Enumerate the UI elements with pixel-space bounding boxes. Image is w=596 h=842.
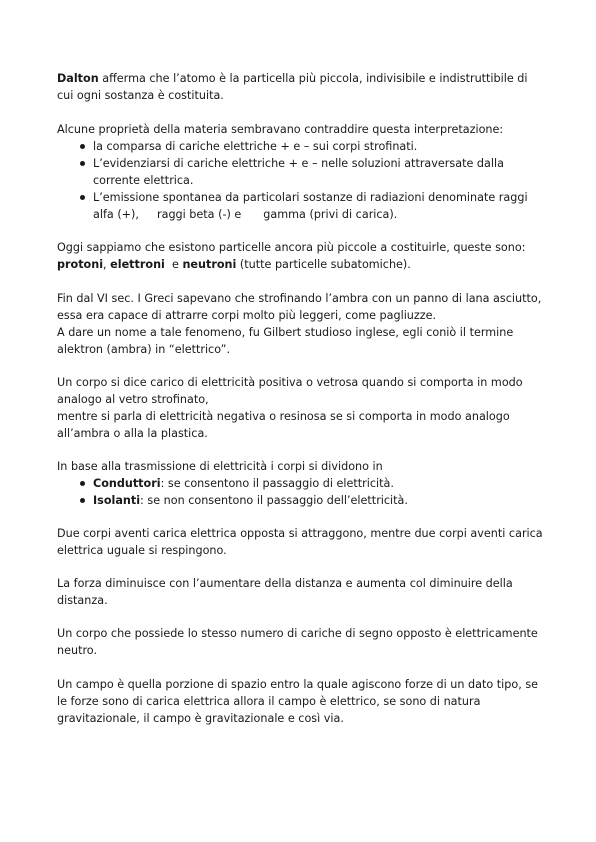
- paragraph-greci: [57, 290, 547, 358]
- text-line: neutro.: [57, 644, 98, 657]
- text-span: e: [164, 258, 183, 271]
- text-line: cui ogni sostanza è costituita.: [57, 89, 224, 102]
- bullet-icon: [80, 144, 85, 149]
- text-span: (tutte particelle subatomiche).: [236, 258, 411, 271]
- text-line: La forza diminuisce con l’aumentare della distanza e aumenta col diminuire della: [57, 577, 513, 590]
- text-line: In base alla trasmissione di elettricità i corpi si dividono in: [57, 460, 383, 473]
- list-item-text: la comparsa di cariche elettriche + e – sui corpi strofinati.: [93, 140, 418, 153]
- term-conduttori: Conduttori: [93, 477, 161, 490]
- text-line: afferma che l’atomo è la particella più piccola, indivisibile e indistruttibile di: [98, 72, 528, 85]
- text-line: essa era capace di attrarre corpi molto più leggeri, come pagliuzze.: [57, 309, 437, 322]
- paragraph-campo: [57, 676, 547, 727]
- text-line: distanza.: [57, 594, 108, 607]
- term-protoni: protoni: [57, 258, 104, 271]
- list-item-text: L’evidenziarsi di cariche elettriche + e – nelle soluzioni attraversate dalla: [93, 157, 504, 170]
- paragraph-dalton: [57, 70, 547, 104]
- text-span: : se non consentono il passaggio dell’elettricità.: [140, 494, 408, 507]
- paragraph-attrazione: [57, 525, 547, 559]
- text-span: gamma (privi di carica).: [263, 208, 398, 221]
- paragraph-particles: [57, 239, 547, 273]
- bullet-icon: [80, 481, 85, 486]
- list-item: [57, 475, 547, 492]
- bullet-icon: [80, 498, 85, 503]
- list-item-continuation: [57, 206, 547, 223]
- text-span: : se consentono il passaggio di elettricità.: [160, 477, 394, 490]
- text-span: alfa (+),: [93, 208, 139, 221]
- term-neutroni: neutroni: [182, 258, 237, 271]
- text-line: Un campo è quella porzione di spazio entro la quale agiscono forze di un dato tipo, se: [57, 678, 539, 691]
- paragraph-properties: [57, 121, 547, 223]
- text-line: Oggi sappiamo che esistono particelle ancora più piccole a costituirle, queste sono:: [57, 241, 526, 254]
- text-line: gravitazionale, il campo è gravitazionale e così via.: [57, 712, 344, 725]
- text-line: all’ambra o alla la plastica.: [57, 427, 208, 440]
- list-item-text: L’emissione spontanea da particolari sostanze di radiazioni denominate raggi: [93, 191, 528, 204]
- text-line: elettrica uguale si respingono.: [57, 544, 227, 557]
- list-item: [57, 155, 547, 172]
- text-line: [57, 256, 547, 273]
- bullet-icon: [80, 161, 85, 166]
- list-item-text: [93, 475, 394, 492]
- text-line: Un corpo che possiede lo stesso numero di cariche di segno opposto è elettricamente: [57, 627, 538, 640]
- text-span: raggi beta (-) e: [156, 208, 242, 221]
- paragraph-neutro: [57, 625, 547, 659]
- text-span: ,: [103, 258, 111, 271]
- text-line: Alcune proprietà della materia sembravano contraddire questa interpretazione:: [57, 123, 504, 136]
- term-dalton: Dalton: [57, 72, 99, 85]
- paragraph-forza: [57, 575, 547, 609]
- text-line: analogo al vetro strofinato,: [57, 393, 209, 406]
- list-item-continuation: corrente elettrica.: [93, 174, 194, 187]
- text-line: le forze sono di carica elettrica allora il campo è elettrico, se sono di natura: [57, 695, 481, 708]
- list-item: [57, 492, 547, 509]
- text-line: mentre si parla di elettricità negativa o resinosa se si comporta in modo analogo: [57, 410, 510, 423]
- term-isolanti: Isolanti: [93, 494, 141, 507]
- text-line: alektron (ambra) in “elettrico”.: [57, 343, 231, 356]
- term-elettroni: elettroni: [110, 258, 165, 271]
- text-line: Un corpo si dice carico di elettricità positiva o vetrosa quando si comporta in modo: [57, 376, 523, 389]
- list-item: [57, 138, 547, 155]
- text-line: A dare un nome a tale fenomeno, fu Gilbert studioso inglese, egli coniò il termine: [57, 326, 514, 339]
- bullet-icon: [80, 195, 85, 200]
- paragraph-trasmissione: [57, 458, 547, 509]
- text-line: Fin dal VI sec. I Greci sapevano che strofinando l’ambra con un panno di lana asciutto,: [57, 292, 542, 305]
- text-line: Due corpi aventi carica elettrica opposta si attraggono, mentre due corpi aventi carica: [57, 527, 543, 540]
- paragraph-carica: [57, 374, 547, 442]
- list-item: [57, 189, 547, 206]
- list-item-text: [93, 492, 408, 509]
